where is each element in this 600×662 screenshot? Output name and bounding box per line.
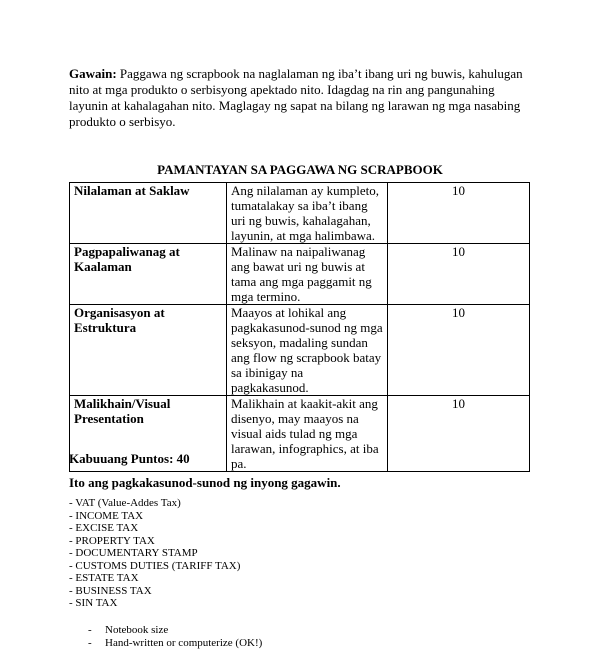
points-cell: 10 (388, 183, 530, 244)
list-item (88, 624, 262, 637)
list-item: - PROPERTY TAX (69, 534, 155, 547)
description-cell: Malikhain at kaakit-akit ang disenyo, may maayos na visual aids tulad ng mga larawan, infographics, at iba pa. (227, 396, 388, 472)
table-row (70, 305, 530, 396)
list-item: - SIN TAX (69, 597, 118, 609)
total-points: Kabuuang Puntos: 40 (69, 451, 190, 466)
points-cell: 10 (388, 244, 530, 305)
table-row (70, 183, 530, 244)
points-cell: 10 (388, 396, 530, 472)
instructions-text: Paggawa ng scrapbook na naglalaman ng iba’t ibang uri ng buwis, kahulugan nito at mga produkto o serbisyong apektado nito. Idagdag na rin ang pangunahing layunin at kahalagahan nito. Maglagay ng sapat na bilang ng larawan ng mga nasabing produkto o serbisyo. (69, 66, 523, 129)
criterion-cell: Nilalaman at Saklaw (70, 183, 227, 244)
criterion-cell: Pagpapaliwanag at Kaalaman (70, 244, 227, 305)
instructions-paragraph (69, 66, 535, 130)
notes-list (88, 624, 262, 649)
rubric-title: PAMANTAYAN SA PAGGAWA NG SCRAPBOOK (157, 162, 443, 177)
criterion-cell: Malikhain/Visual Presentation (70, 396, 227, 472)
dash-bullet: - (88, 636, 92, 649)
table-row (70, 244, 530, 305)
rubric-table (69, 182, 530, 472)
list-item: - CUSTOMS DUTIES (TARIFF TAX) (69, 559, 241, 572)
list-item: - DOCUMENTARY STAMP (69, 547, 198, 559)
list-item: - EXCISE TAX (69, 522, 139, 534)
dash-bullet: - (88, 624, 92, 636)
description-cell: Ang nilalaman ay kumpleto, tumatalakay sa iba’t ibang uri ng buwis, kahalagahan, layunin, at mga halimbawa. (227, 183, 388, 244)
list-item: - VAT (Value-Addes Tax) (69, 497, 181, 509)
tax-list (69, 497, 240, 610)
note-text: Notebook size (105, 624, 169, 636)
list-item: - ESTATE TAX (69, 572, 139, 584)
instructions-label: Gawain: (69, 66, 117, 81)
list-item: - INCOME TAX (69, 509, 144, 522)
criterion-cell: Organisasyon at Estruktura (70, 305, 227, 396)
steps-heading: Ito ang pagkakasunod-sunod ng inyong gagawin. (69, 475, 341, 490)
note-text: Hand-written or computerize (OK!) (105, 636, 263, 649)
description-cell: Malinaw na naipaliwanag ang bawat uri ng buwis at tama ang mga paggamit ng mga termino. (227, 244, 388, 305)
description-cell: Maayos at lohikal ang pagkakasunod-sunod ng mga seksyon, madaling sundan ang flow ng scrapbook batay sa ibinigay na pagkakasunod. (227, 305, 388, 396)
points-cell: 10 (388, 305, 530, 396)
list-item: - BUSINESS TAX (69, 584, 152, 597)
list-item (88, 637, 262, 650)
